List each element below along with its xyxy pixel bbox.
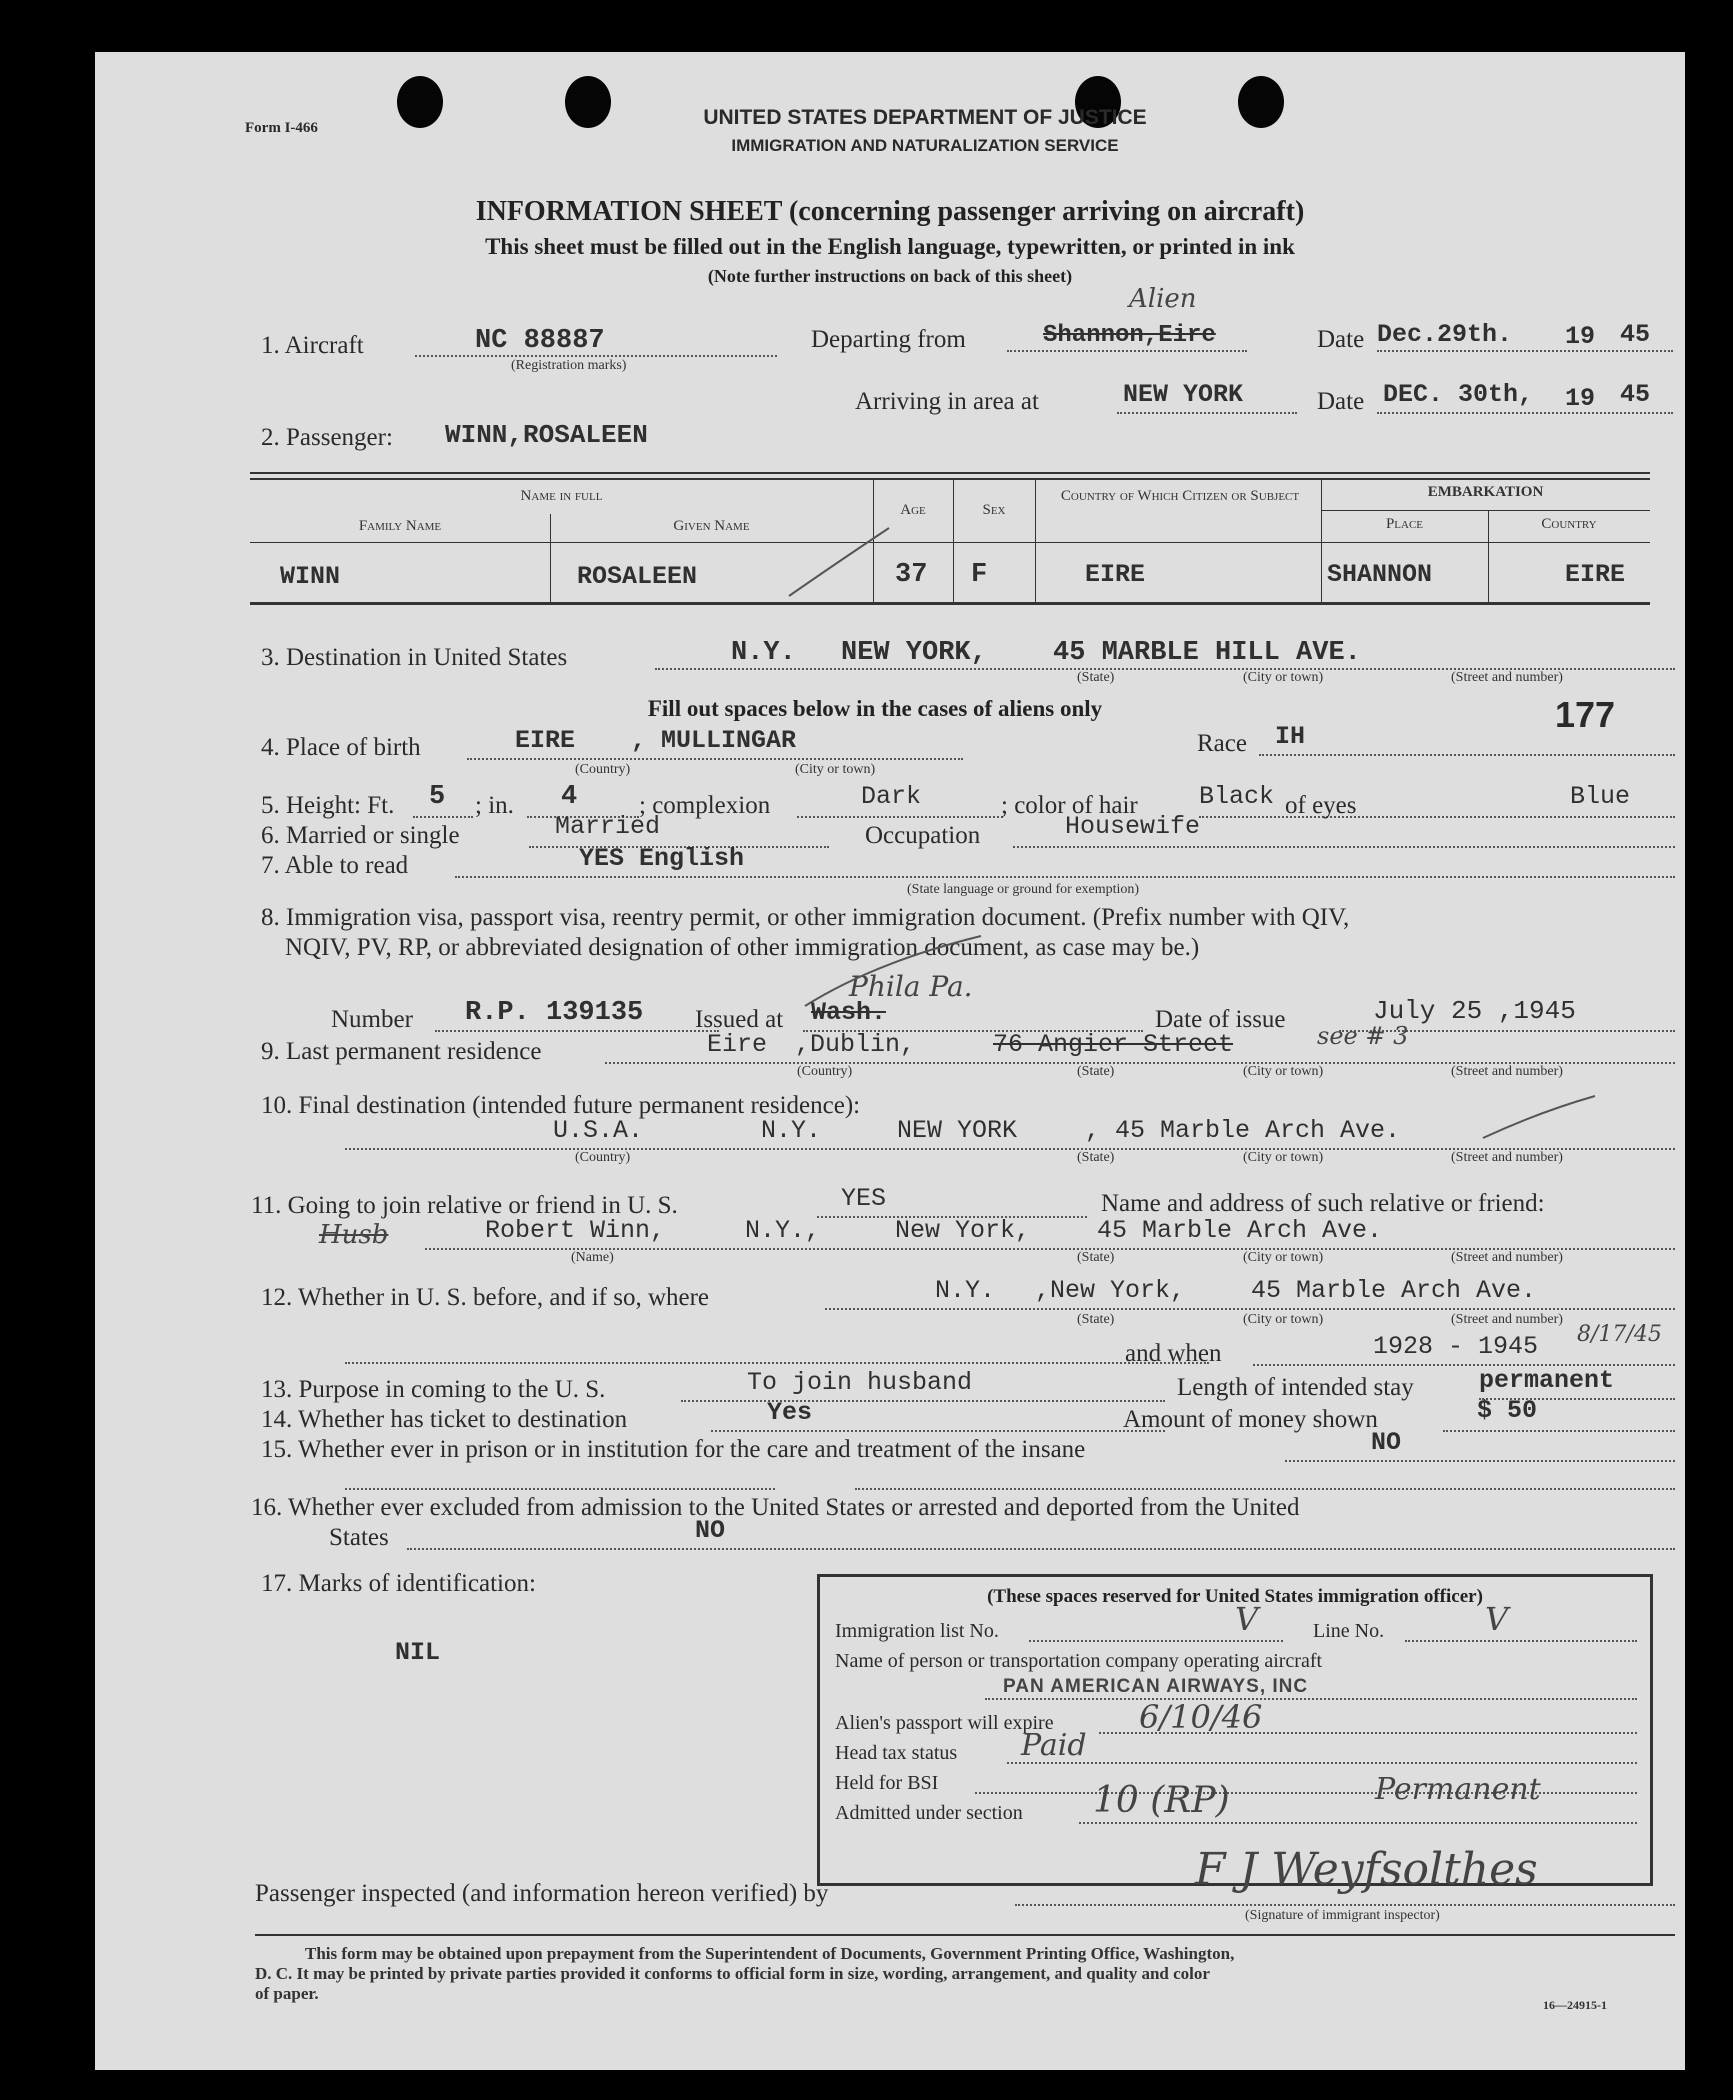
destination-state: N.Y. bbox=[731, 638, 796, 668]
place-header: Place bbox=[1385, 516, 1424, 532]
prison-value: NO bbox=[1371, 1428, 1402, 1457]
read-caption: (State language or ground for exemption) bbox=[907, 882, 1140, 897]
destination-street: 45 MARBLE HILL AVE. bbox=[1053, 638, 1361, 668]
depart-date: Dec.29th. bbox=[1377, 320, 1513, 349]
relative-street-caption: (Street and number) bbox=[1451, 1250, 1563, 1265]
inspector-signature: F J Weyfsolthes bbox=[1195, 1844, 1538, 1895]
relative-city-caption: (City or town) bbox=[1243, 1250, 1324, 1265]
destination-city: NEW YORK, bbox=[841, 638, 987, 668]
arriving-value: NEW YORK bbox=[1123, 380, 1244, 409]
stamp-number: 177 bbox=[1555, 694, 1616, 735]
arrive-date-label: Date bbox=[1317, 388, 1365, 415]
row-age: 37 bbox=[895, 560, 928, 590]
height-label: 5. Height: Ft. bbox=[261, 792, 395, 819]
join-relative-value: YES bbox=[841, 1184, 887, 1213]
signature-caption: (Signature of immigrant inspector) bbox=[1245, 1908, 1440, 1923]
age-header: Age bbox=[900, 502, 926, 518]
final-state: N.Y. bbox=[761, 1116, 822, 1145]
issue-date: July 25 ,1945 bbox=[1373, 996, 1576, 1026]
eyes-label: of eyes bbox=[1285, 792, 1357, 819]
page-title: INFORMATION SHEET (concerning passenger arriving on aircraft) bbox=[475, 196, 1305, 227]
previous-street-caption: (Street and number) bbox=[1451, 1312, 1563, 1327]
read-label: 7. Able to read bbox=[261, 852, 409, 879]
form-sheet bbox=[95, 52, 1685, 2070]
previous-state-caption: (State) bbox=[1077, 1312, 1115, 1327]
residence-pen-stroke bbox=[1479, 1092, 1599, 1142]
eyes-value: Blue bbox=[1570, 782, 1631, 811]
line-number-label: Line No. bbox=[1313, 1620, 1385, 1642]
final-destination-label: 10. Final destination (intended future permanent residence): bbox=[261, 1092, 861, 1119]
residence-street: 76 Angier Street bbox=[993, 1030, 1234, 1059]
birth-country: EIRE bbox=[515, 726, 576, 755]
relative-name-caption: (Name) bbox=[571, 1250, 614, 1265]
hair-value: Black bbox=[1199, 782, 1275, 811]
depart-year: 45 bbox=[1620, 320, 1651, 349]
passenger-value: WINN,ROSALEEN bbox=[445, 420, 648, 450]
complexion-value: Dark bbox=[861, 782, 922, 811]
punch-hole bbox=[397, 76, 443, 128]
depart-date-label: Date bbox=[1317, 326, 1365, 353]
complexion-label: ; complexion bbox=[639, 792, 771, 819]
inches-label: ; in. bbox=[475, 792, 514, 819]
aircraft-label: 1. Aircraft bbox=[261, 332, 364, 359]
document-text-1: 8. Immigration visa, passport visa, reentry permit, or other immigration document. (Prefix number with QIV, bbox=[261, 904, 1350, 931]
operator-label: Name of person or transportation company operating aircraft bbox=[835, 1650, 1323, 1672]
destination-label: 3. Destination in United States bbox=[261, 644, 568, 671]
residence-city: ,Dublin, bbox=[795, 1030, 916, 1059]
line-number-value: V bbox=[1485, 1600, 1509, 1638]
print-code: 16—24915-1 bbox=[1543, 1998, 1607, 2012]
passport-expire-label: Alien's passport will expire bbox=[835, 1712, 1054, 1734]
purpose-value: To join husband bbox=[747, 1368, 973, 1397]
destination-state-caption: (State) bbox=[1077, 670, 1115, 685]
relative-name: Robert Winn, bbox=[485, 1216, 666, 1245]
previous-city-caption: (City or town) bbox=[1243, 1312, 1324, 1327]
excluded-value: NO bbox=[695, 1516, 726, 1545]
money-value: $ 50 bbox=[1477, 1396, 1538, 1425]
departing-annotation: Alien bbox=[1129, 284, 1197, 314]
height-feet: 5 bbox=[429, 782, 446, 812]
stay-label: Length of intended stay bbox=[1177, 1374, 1414, 1401]
arriving-label: Arriving in area at bbox=[855, 388, 1039, 415]
form-id: Form I-466 bbox=[245, 120, 318, 136]
residence-street-caption: (Street and number) bbox=[1451, 1064, 1563, 1079]
identification-label: 17. Marks of identification: bbox=[261, 1570, 536, 1597]
residence-city-caption: (City or town) bbox=[1243, 1064, 1324, 1079]
passenger-label: 2. Passenger: bbox=[261, 424, 393, 451]
race-value: IH bbox=[1275, 722, 1306, 751]
depart-year-prefix: 19 bbox=[1565, 322, 1596, 351]
residence-country-caption: (Country) bbox=[797, 1064, 853, 1079]
birth-label: 4. Place of birth bbox=[261, 734, 421, 761]
identification-value: NIL bbox=[395, 1638, 441, 1667]
admitted-section-value: 10 (RP) bbox=[1093, 1780, 1230, 1821]
destination-city-caption: (City or town) bbox=[1243, 670, 1324, 685]
final-country: U.S.A. bbox=[553, 1116, 644, 1145]
issued-at-label: Issued at bbox=[695, 1006, 784, 1033]
footer-line-2: D. C. It may be printed by private parties provided it conforms to official form in size, wording, arrangement, and quality and color bbox=[255, 1964, 1210, 1983]
name-in-full-header: Name in full bbox=[520, 488, 603, 504]
admitted-section-label: Admitted under section bbox=[835, 1802, 1023, 1824]
row-sex: F bbox=[971, 560, 988, 590]
family-name-header: Family Name bbox=[358, 518, 442, 534]
relative-city: New York, bbox=[895, 1216, 1031, 1245]
prison-label: 15. Whether ever in prison or in institution for the care and treatment of the insane bbox=[261, 1436, 1086, 1463]
note-text: (Note further instructions on back of this sheet) bbox=[707, 266, 1073, 286]
money-label: Amount of money shown bbox=[1123, 1406, 1378, 1433]
admitted-note: Permanent bbox=[1375, 1772, 1541, 1807]
officer-box-title: (These spaces reserved for United States immigration officer) bbox=[987, 1586, 1483, 1607]
relative-annotation: Husb bbox=[319, 1220, 389, 1250]
final-state-caption: (State) bbox=[1077, 1150, 1115, 1165]
final-country-caption: (Country) bbox=[575, 1150, 631, 1165]
aircraft-value: NC 88887 bbox=[475, 326, 605, 356]
row-country: EIRE bbox=[1565, 560, 1626, 589]
issue-date-label: Date of issue bbox=[1155, 1006, 1286, 1033]
service-heading: IMMIGRATION AND NATURALIZATION SERVICE bbox=[731, 136, 1119, 155]
excluded-text-2: States bbox=[329, 1524, 389, 1551]
previous-when: 1928 - 1945 bbox=[1373, 1332, 1539, 1361]
list-number-label: Immigration list No. bbox=[835, 1620, 999, 1642]
footer-line-1: This form may be obtained upon prepayment from the Superintendent of Documents, Government Printing Office, Washington, bbox=[305, 1944, 1235, 1963]
relative-street: 45 Marble Arch Ave. bbox=[1097, 1216, 1383, 1245]
race-label: Race bbox=[1197, 730, 1247, 757]
final-city-caption: (City or town) bbox=[1243, 1150, 1324, 1165]
previous-when-annotation: 8/17/45 bbox=[1577, 1322, 1662, 1347]
head-tax-value: Paid bbox=[1021, 1728, 1087, 1763]
final-street: , 45 Marble Arch Ave. bbox=[1085, 1116, 1401, 1145]
embarkation-header: EMBARKATION bbox=[1427, 484, 1544, 500]
occupation-value: Housewife bbox=[1065, 812, 1201, 841]
registration-caption: (Registration marks) bbox=[511, 358, 627, 373]
citizen-header: Country of Which Citizen or Subject bbox=[1060, 488, 1300, 504]
arrive-year: 45 bbox=[1620, 380, 1651, 409]
departing-value: Shannon,Eire bbox=[1043, 322, 1216, 349]
ticket-value: Yes bbox=[767, 1398, 813, 1427]
read-value: YES English bbox=[579, 844, 745, 873]
row-given-name: ROSALEEN bbox=[577, 562, 698, 591]
operator-value: PAN AMERICAN AIRWAYS, INC bbox=[1003, 1676, 1309, 1697]
document-text-2: NQIV, PV, RP, or abbreviated designation of other immigration document, as case may be.) bbox=[285, 934, 1200, 961]
row-citizen: EIRE bbox=[1085, 560, 1146, 589]
birth-city: MULLINGAR bbox=[661, 726, 797, 755]
married-label: 6. Married or single bbox=[261, 822, 460, 849]
footer-line-3: of paper. bbox=[255, 1984, 319, 2003]
occupation-label: Occupation bbox=[865, 822, 981, 849]
table-pen-stroke bbox=[785, 524, 895, 600]
instruction-text: This sheet must be filled out in the English language, typewritten, or printed in ink bbox=[485, 234, 1295, 259]
purpose-label: 13. Purpose in coming to the U. S. bbox=[261, 1376, 606, 1403]
relative-state: N.Y., bbox=[745, 1216, 821, 1245]
birth-separator: , bbox=[631, 726, 647, 755]
previous-street: 45 Marble Arch Ave. bbox=[1251, 1276, 1537, 1305]
final-street-caption: (Street and number) bbox=[1451, 1150, 1563, 1165]
head-tax-label: Head tax status bbox=[835, 1742, 958, 1764]
aliens-note: Fill out spaces below in the cases of aliens only bbox=[647, 696, 1103, 721]
arrive-year-prefix: 19 bbox=[1565, 384, 1596, 413]
ticket-label: 14. Whether has ticket to destination bbox=[261, 1406, 628, 1433]
previous-us-label: 12. Whether in U. S. before, and if so, where bbox=[261, 1284, 710, 1311]
residence-annotation: see # 3 bbox=[1317, 1022, 1409, 1050]
birth-country-caption: (Country) bbox=[575, 762, 631, 777]
issued-at-value: Wash. bbox=[811, 998, 887, 1027]
issued-annotation: Phila Pa. bbox=[849, 970, 973, 1003]
held-bsi-label: Held for BSI bbox=[835, 1772, 939, 1794]
row-place: SHANNON bbox=[1327, 560, 1433, 589]
married-value: Married bbox=[555, 812, 661, 841]
excluded-text-1: 16. Whether ever excluded from admission to the United States or arrested and deported from the United bbox=[251, 1494, 1300, 1521]
given-name-header: Given Name bbox=[673, 518, 750, 534]
final-city: NEW YORK bbox=[897, 1116, 1018, 1145]
previous-state: N.Y. bbox=[935, 1276, 996, 1305]
residence-country: Eire bbox=[707, 1030, 768, 1059]
previous-when-label: and when bbox=[1125, 1340, 1222, 1367]
previous-city: ,New York, bbox=[1035, 1276, 1186, 1305]
document-number: R.P. 139135 bbox=[465, 998, 644, 1028]
relative-name-label: Name and address of such relative or friend: bbox=[1101, 1190, 1545, 1217]
passport-expire-value: 6/10/46 bbox=[1139, 1698, 1263, 1736]
inspected-label: Passenger inspected (and information hereon verified) by bbox=[255, 1880, 829, 1907]
residence-label: 9. Last permanent residence bbox=[261, 1038, 542, 1065]
document-number-label: Number bbox=[331, 1006, 413, 1033]
height-inches: 4 bbox=[561, 782, 578, 812]
residence-state-caption: (State) bbox=[1077, 1064, 1115, 1079]
list-number-value: V bbox=[1235, 1600, 1259, 1638]
department-heading: UNITED STATES DEPARTMENT OF JUSTICE bbox=[703, 106, 1147, 129]
join-relative-label: 11. Going to join relative or friend in U. S. bbox=[251, 1192, 678, 1219]
hair-label: ; color of hair bbox=[1001, 792, 1138, 819]
birth-city-caption: (City or town) bbox=[795, 762, 876, 777]
departing-label: Departing from bbox=[811, 326, 966, 353]
country-header: Country bbox=[1541, 516, 1597, 532]
row-family-name: WINN bbox=[280, 562, 341, 591]
sex-header: Sex bbox=[982, 502, 1006, 518]
relative-state-caption: (State) bbox=[1077, 1250, 1115, 1265]
stay-value: permanent bbox=[1479, 1366, 1615, 1395]
arrive-date: DEC. 30th, bbox=[1383, 380, 1534, 409]
destination-street-caption: (Street and number) bbox=[1451, 670, 1563, 685]
